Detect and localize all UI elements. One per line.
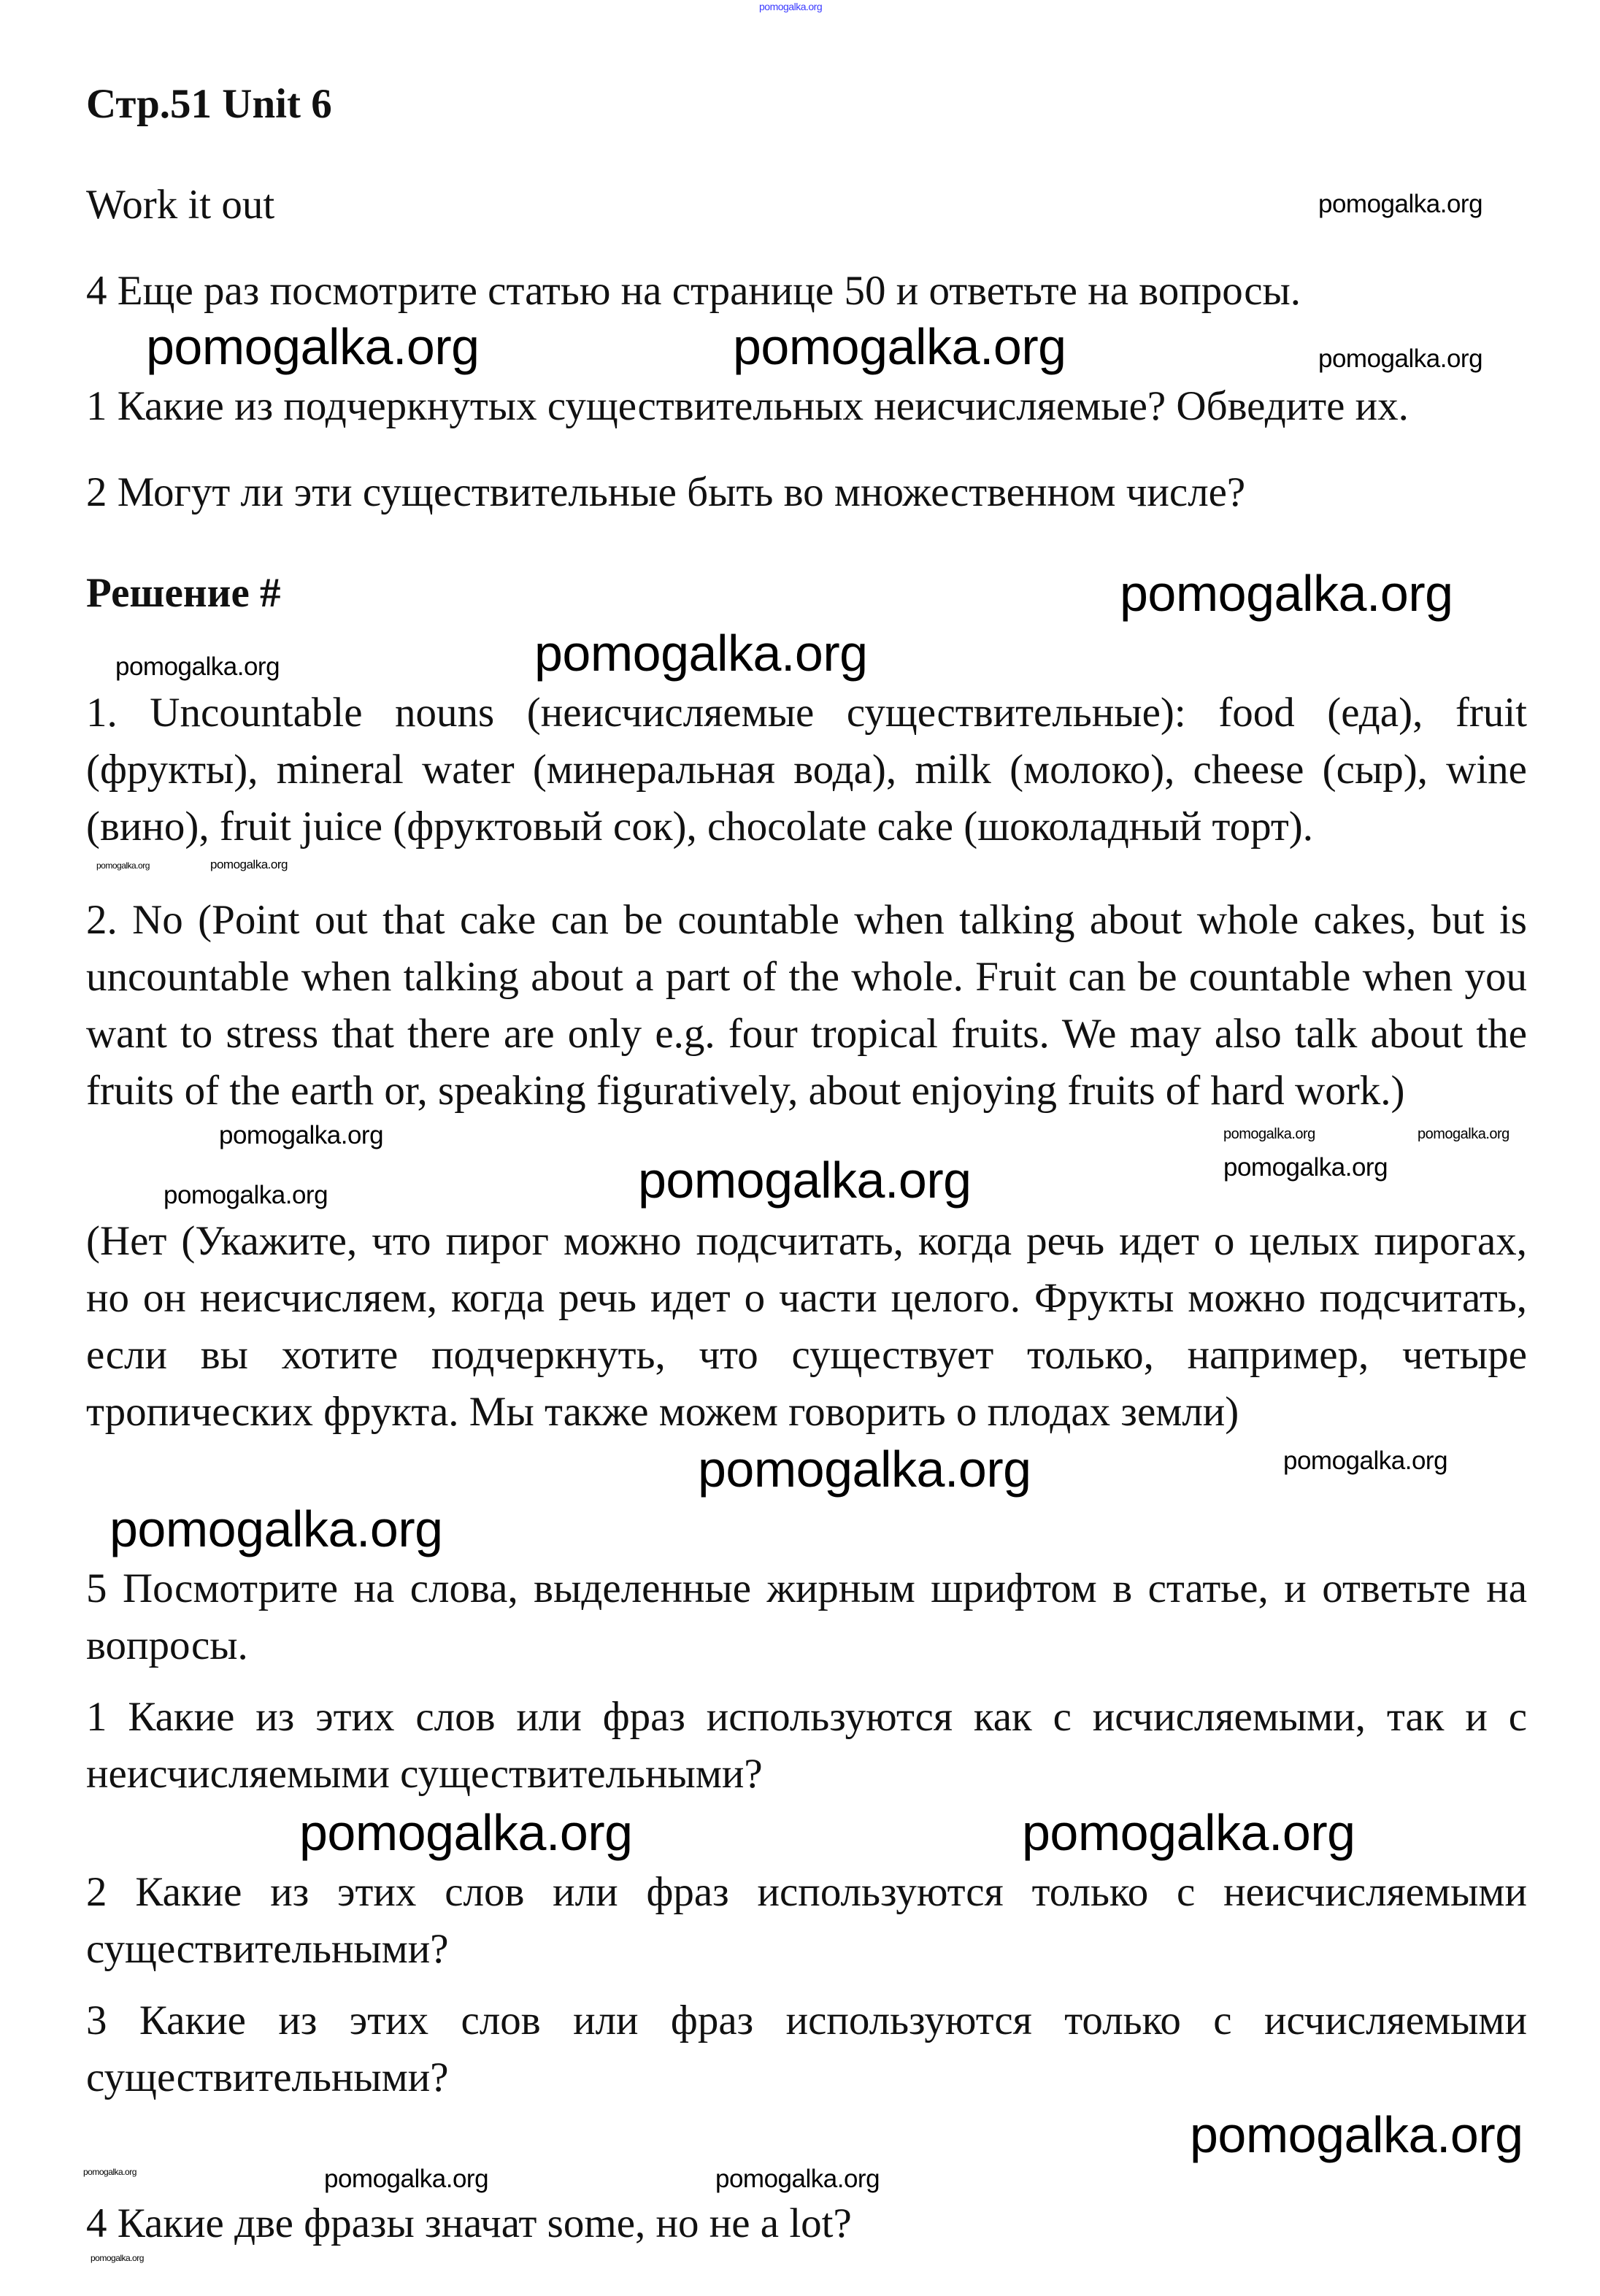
watermark: pomogalka.org (109, 1501, 443, 1557)
section-line (86, 177, 1527, 234)
watermark-row (86, 1441, 1527, 1499)
watermark: pomogalka.org (1418, 1126, 1509, 1142)
watermark: pomogalka.org (1318, 190, 1483, 218)
task4-question-2: 2 Могут ли эти существительные быть во множественном числе? (86, 469, 1246, 515)
task5-intro: 5 Посмотрите на слова, выделенные жирным шрифтом в статье, и ответьте на вопросы. (86, 1565, 1527, 1668)
answer-2-english: 2. No (Point out that cake can be countable when talking about whole cakes, but is uncountable when talking about a part of the whole. Fruit can be countable when you want to stress that there are only e.g. four tropical fruits. We may also talk about the fruits of the earth or, speaking figuratively, about enjoying fruits of hard work.) (86, 897, 1527, 1114)
page-title: Стр.51 Unit 6 (86, 81, 332, 127)
task5-question-2: 2 Какие из этих слов или фраз используются только с неисчисляемыми существительными? (86, 1869, 1527, 1972)
watermark: pomogalka.org (1283, 1446, 1448, 1475)
watermark: pomogalka.org (91, 2253, 144, 2263)
watermark: pomogalka.org (1190, 2106, 1523, 2163)
watermark: pomogalka.org (534, 625, 868, 682)
watermark-row (86, 0, 1527, 18)
watermark: pomogalka.org (733, 318, 1066, 375)
task5-question-3: 3 Какие из этих слов или фраз используются только с исчисляемыми существительными? (86, 1998, 1527, 2100)
watermark: pomogalka.org (299, 1804, 633, 1861)
watermark: pomogalka.org (1022, 1804, 1355, 1861)
watermark: pomogalka.org (324, 2165, 489, 2193)
watermark: pomogalka.org (1223, 1126, 1315, 1142)
watermark-row (86, 2106, 1527, 2165)
watermark-row (86, 2252, 1527, 2267)
solution-heading-line (86, 565, 1527, 626)
watermark: pomogalka.org (1318, 344, 1483, 373)
task5-question-4: 4 Какие две фразы значат some, но не a lot? (86, 2200, 852, 2246)
watermark: pomogalka.org (638, 1152, 972, 1209)
task5-question-1: 1 Какие из этих слов или фраз используются как с исчисляемыми, так и с неисчисляемыми существительными? (86, 1694, 1527, 1797)
watermark: pomogalka.org (219, 1121, 384, 1149)
task4-intro: 4 Еще раз посмотрите статью на странице 50 и ответьте на вопросы. (86, 268, 1301, 314)
watermark-row (86, 320, 1527, 378)
solution-heading: Решение # (86, 570, 281, 616)
watermark-row (86, 1152, 1527, 1213)
watermark: pomogalka.org (715, 2165, 880, 2193)
watermark-row (86, 1803, 1527, 1864)
watermark: pomogalka.org (210, 858, 288, 871)
task4-question-1: 1 Какие из подчеркнутых существительных неисчисляемые? Обведите их. (86, 383, 1409, 429)
watermark: pomogalka.org (1223, 1153, 1388, 1182)
answer-2-russian: (Нет (Укажите, что пирог можно подсчитать, когда речь идет о целых пирогах, но он неисчисляем, когда речь идет о части целого. Фрукты можно подсчитать, если вы хотите подчеркнуть, что существует только, например, четыре тропических фрукта. Мы также можем говорить о плодах земли) (86, 1218, 1527, 1435)
watermark-row (83, 2165, 1527, 2195)
watermark: pomogalka.org (164, 1181, 328, 1209)
watermark: pomogalka.org (759, 1, 823, 12)
watermark: pomogalka.org (115, 652, 280, 681)
watermark: pomogalka.org (96, 860, 150, 871)
watermark-row (86, 855, 1527, 877)
watermark-row (86, 1499, 1527, 1560)
answer-1: 1. Uncountable nouns (неисчисляемые существительные): food (еда), fruit (фрукты), mineral water (минеральная вода), milk (молоко), cheese (сыр), wine (вино), fruit juice (фруктовый сок), chocolate cake (шоколадный торт). (86, 690, 1527, 850)
watermark: pomogalka.org (83, 2167, 136, 2177)
section-title: Work it out (86, 182, 275, 228)
watermark-row (86, 626, 1527, 685)
watermark-row (86, 1120, 1527, 1152)
watermark: pomogalka.org (698, 1441, 1031, 1498)
watermark: pomogalka.org (146, 318, 480, 375)
watermark: pomogalka.org (1120, 565, 1453, 622)
